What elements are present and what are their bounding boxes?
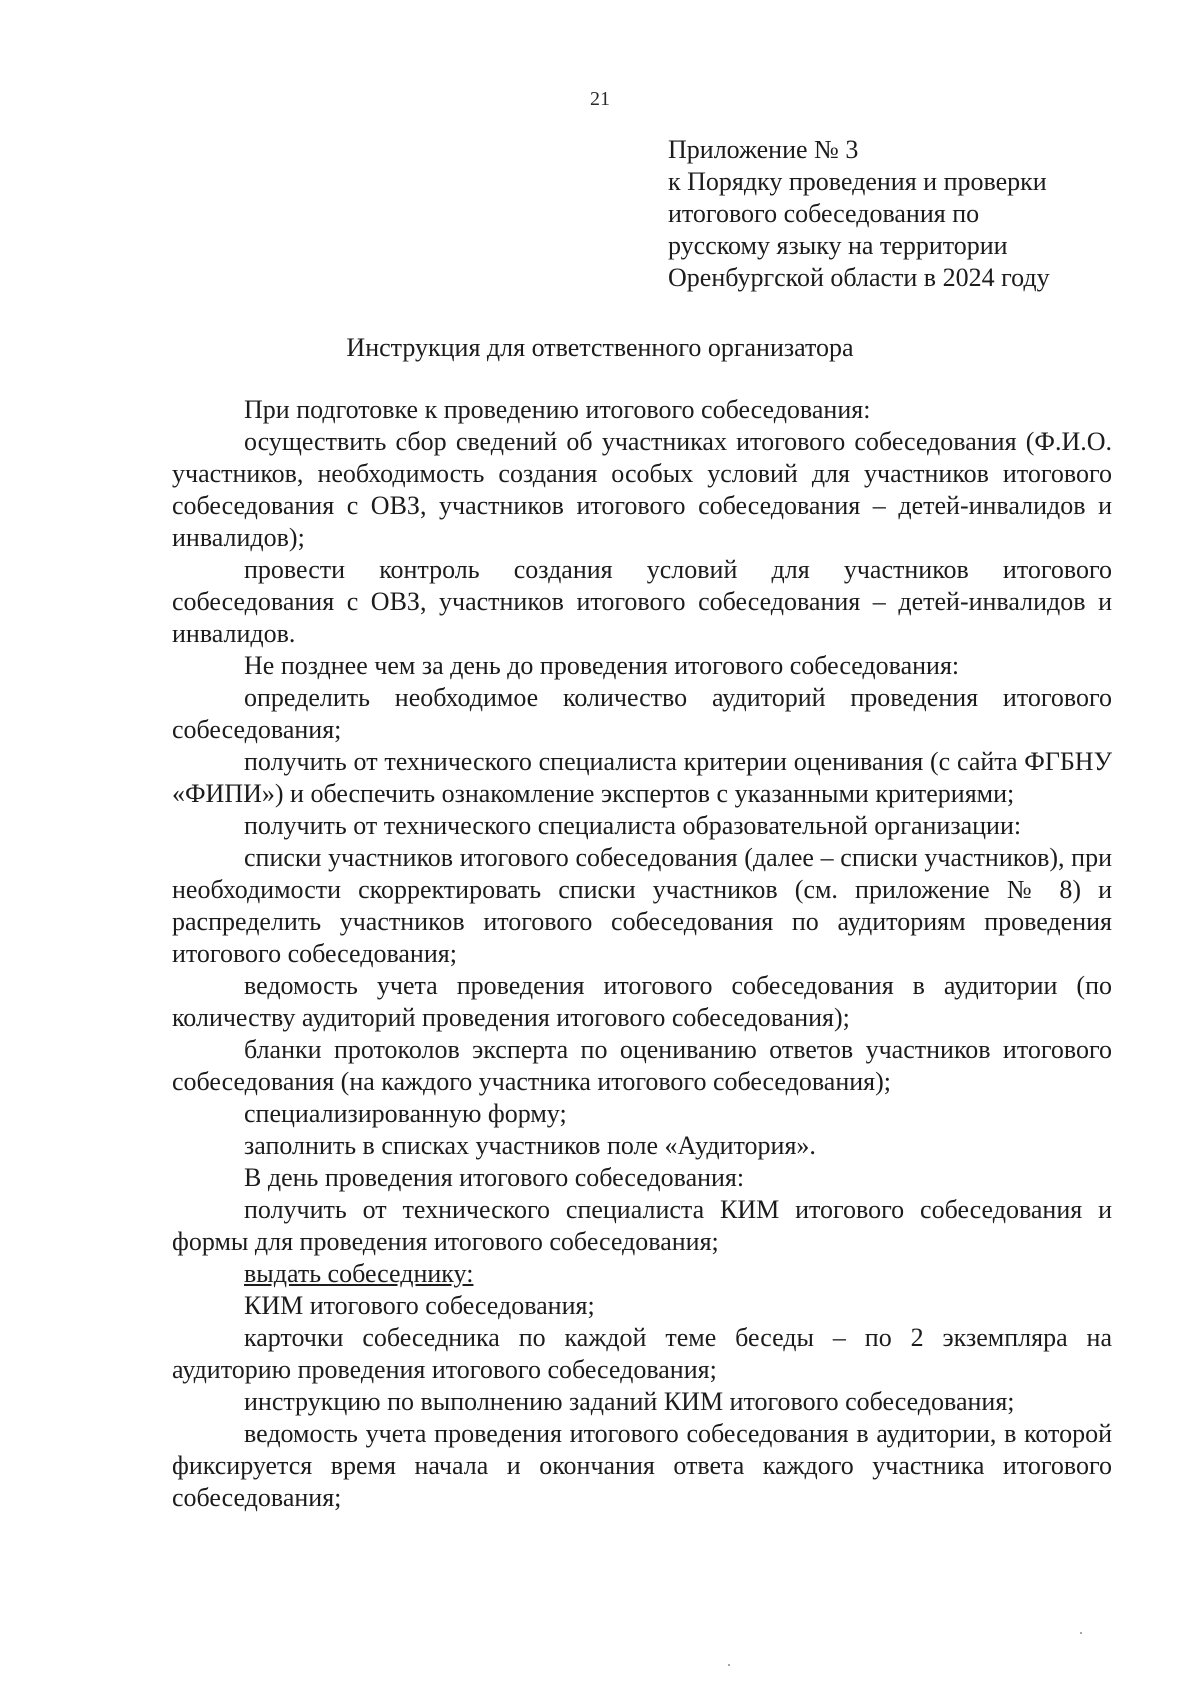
paragraph: списки участников итогового собеседования (далее – списки участников), при необходимости скорректировать списки участников (см. приложение № 8) и распределить участников итогового собеседования по аудиториям проведения итогового собеседования; <box>172 843 1112 968</box>
paragraph: осуществить сбор сведений об участниках итогового собеседования (Ф.И.О. участников, необходимость создания особых условий для участников итогового собеседования с ОВЗ, участников итогового собеседования – детей-инвалидов и инвалидов); <box>172 427 1112 552</box>
scan-speck <box>728 1664 730 1666</box>
paragraph-underlined <box>172 1258 1112 1290</box>
paragraph: инструкцию по выполнению заданий КИМ итогового собеседования; <box>244 1387 1015 1416</box>
appendix-line: Приложение № 3 <box>668 135 859 164</box>
appendix-line: итогового собеседования по <box>668 199 980 228</box>
underlined-text: выдать собеседнику: <box>244 1259 474 1288</box>
paragraph: бланки протоколов эксперта по оцениванию ответов участников итогового собеседования (на каждого участника итогового собеседования); <box>172 1035 1112 1096</box>
document-title: Инструкция для ответственного организатора <box>346 333 854 362</box>
paragraph: получить от технического специалиста образовательной организации: <box>244 811 1022 840</box>
appendix-header <box>668 134 1088 294</box>
paragraph: получить от технического специалиста критерии оценивания (с сайта ФГБНУ «ФИПИ») и обеспечить ознакомление экспертов с указанными критериями; <box>172 747 1112 808</box>
paragraph: При подготовке к проведению итогового собеседования: <box>244 395 871 424</box>
document-body <box>172 394 1112 1514</box>
paragraph: провести контроль создания условий для участников итогового собеседования с ОВЗ, участников итогового собеседования – детей-инвалидов и инвалидов. <box>172 555 1112 648</box>
paragraph: определить необходимое количество аудиторий проведения итогового собеседования; <box>172 683 1112 744</box>
paragraph: специализированную форму; <box>244 1099 567 1128</box>
paragraph: Не позднее чем за день до проведения итогового собеседования: <box>244 651 960 680</box>
appendix-line: русскому языку на территории <box>668 231 1008 260</box>
paragraph: ведомость учета проведения итогового собеседования в аудитории, в которой фиксируется время начала и окончания ответа каждого участника итогового собеседования; <box>172 1419 1112 1512</box>
appendix-line: к Порядку проведения и проверки <box>668 167 1047 196</box>
paragraph: В день проведения итогового собеседования: <box>244 1163 745 1192</box>
paragraph: ведомость учета проведения итогового собеседования в аудитории (по количеству аудиторий проведения итогового собеседования); <box>172 971 1112 1032</box>
paragraph: карточки собеседника по каждой теме беседы – по 2 экземпляра на аудиторию проведения итогового собеседования; <box>172 1323 1112 1384</box>
paragraph: КИМ итогового собеседования; <box>244 1291 595 1320</box>
paragraph: получить от технического специалиста КИМ итогового собеседования и формы для проведения итогового собеседования; <box>172 1195 1112 1256</box>
scan-speck <box>1080 1632 1082 1634</box>
page-number: 21 <box>590 88 610 110</box>
paragraph: заполнить в списках участников поле «Аудитория». <box>244 1131 816 1160</box>
appendix-line: Оренбургской области в 2024 году <box>668 263 1050 292</box>
